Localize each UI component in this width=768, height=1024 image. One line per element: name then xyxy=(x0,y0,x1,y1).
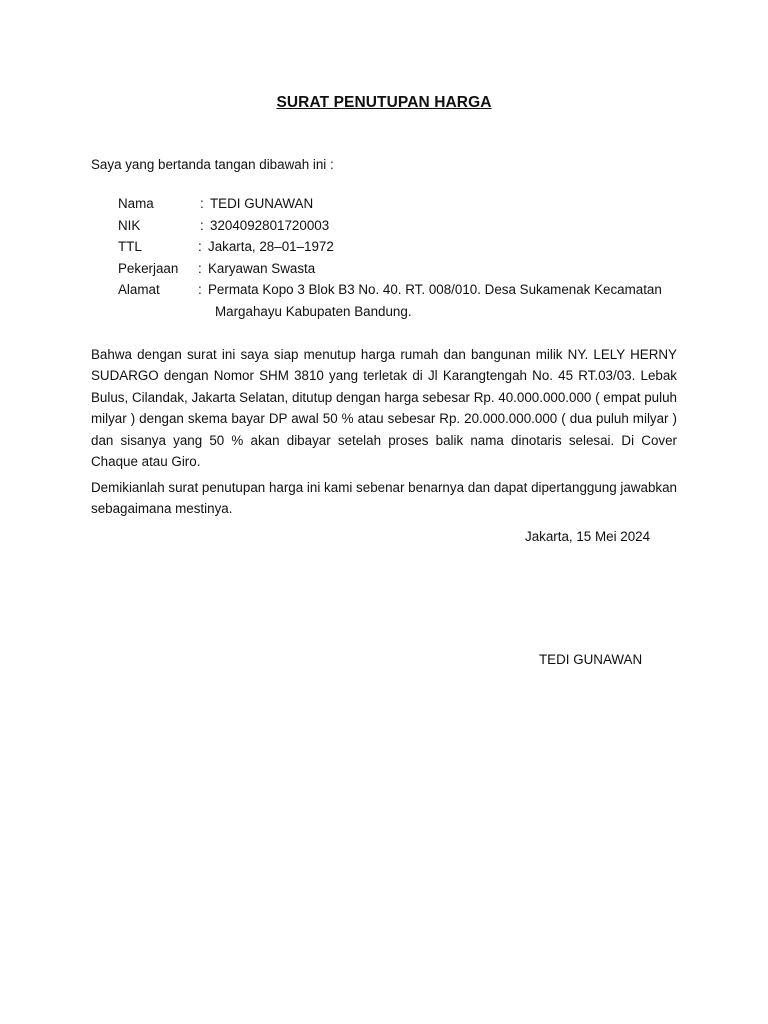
identity-row-nik xyxy=(118,215,688,237)
place-date: Jakarta, 15 Mei 2024 xyxy=(525,529,651,544)
document-title: SURAT PENUTUPAN HARGA xyxy=(276,94,492,111)
identity-colon: : xyxy=(200,196,204,211)
identity-value: Karyawan Swasta xyxy=(208,260,316,276)
identity-colon: : xyxy=(200,217,204,233)
identity-value: Jakarta, 28–01–1972 xyxy=(208,239,334,254)
identity-row-alamat xyxy=(118,279,688,322)
identity-label: Pekerjaan xyxy=(118,260,179,276)
body-paragraph-1: Bahwa dengan surat ini saya siap menutup harga rumah dan bangunan milik NY. LELY HERNY SUDARGO dengan Nomor SHM 3810 yang terletak di Jl Karangtengah No. 45 RT.03/03. Lebak Bulus, Cilandak, Jakarta Selatan, ditutup dengan harga sebesar Rp. 40.000.000.000 ( empat puluh milyar ) dengan skema bayar DP awal 50 % atau sebesar Rp. 20.000.000.000 ( dua puluh milyar ) dan sisanya yang 50 % akan dibayar setelah proses balik nama dinotaris selesai. Di Cover Chaque atau Giro. xyxy=(91,347,677,470)
address-line-1: Permata Kopo 3 Blok B3 No. 40. RT. 008/010. Desa Sukamenak Kecamatan xyxy=(208,282,662,297)
identity-colon: : xyxy=(198,260,202,276)
identity-value: 3204092801720003 xyxy=(210,217,330,233)
identity-value xyxy=(204,279,688,322)
identity-label: TTL xyxy=(118,239,142,254)
body-paragraph-2: Demikianlah surat penutupan harga ini kami sebenar benarnya dan dapat dipertanggung jawabkan sebagaimana mestinya. xyxy=(91,480,677,517)
address-line-2: Margahayu Kabupaten Bandung. xyxy=(215,303,412,319)
identity-block xyxy=(118,193,688,322)
identity-colon: : xyxy=(198,282,202,297)
identity-label: NIK xyxy=(118,217,141,233)
identity-value: TEDI GUNAWAN xyxy=(210,196,314,211)
intro-text: Saya yang bertanda tangan dibawah ini : xyxy=(91,157,334,172)
identity-colon: : xyxy=(198,239,202,254)
identity-row-ttl xyxy=(118,236,688,258)
identity-row-nama xyxy=(118,193,688,215)
signer-name: TEDI GUNAWAN xyxy=(539,652,643,667)
identity-label: Nama xyxy=(118,196,154,211)
identity-label: Alamat xyxy=(118,282,160,297)
identity-row-pekerjaan xyxy=(118,258,688,280)
